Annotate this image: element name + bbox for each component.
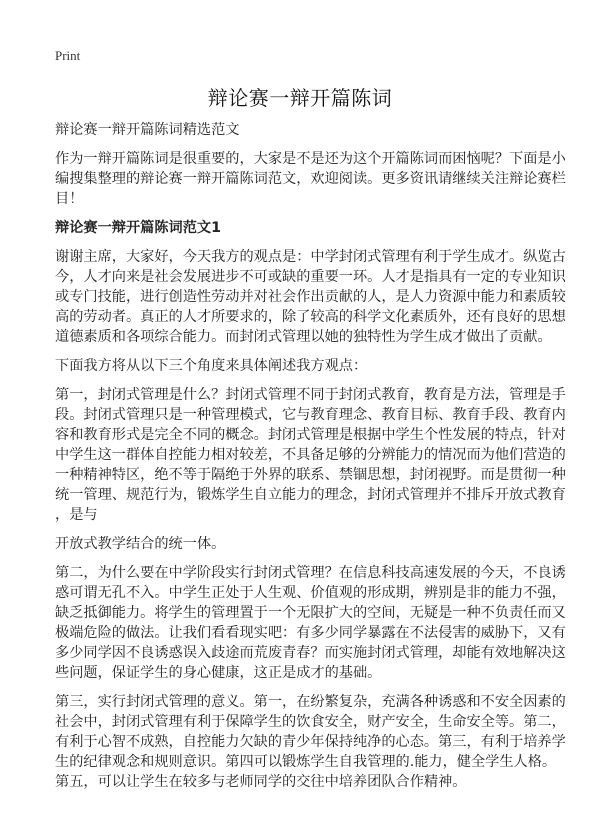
paragraph (55, 534, 585, 554)
text-line: 作为一辩开篇陈词是很重要的，大家是不是还为这个开篇陈词而困恼呢？下面是小 (55, 151, 566, 167)
text-line: 段。封闭式管理只是一种管理模式，它与教育理念、教育目标、教育手段、教育内 (55, 407, 566, 423)
text-line: 极端危险的做法。让我们看看现实吧：有多少同学暴露在不法侵害的威胁下，又有 (55, 625, 566, 641)
text-line: 多少同学因不良诱惑误入歧途而荒废青春？而实施封闭式管理，却能有效地解决这 (55, 645, 566, 661)
text-line: 目！ (55, 191, 84, 207)
text-line: 开放式教学结合的统一体。 (55, 536, 226, 552)
text-line: 编搜集整理的辩论赛一辩开篇陈词范文，欢迎阅读。更多资讯请继续关注辩论赛栏 (55, 171, 566, 187)
paragraph (55, 356, 585, 376)
paragraph (55, 563, 585, 683)
subtitle: 辩论赛一辩开篇陈词精选范文 (55, 122, 240, 138)
print-link[interactable]: Print (55, 48, 81, 63)
text-line: 第三，实行封闭式管理的意义。第一，在纷繁复杂，充满各种诱惑和不安全因素的 (55, 694, 566, 710)
text-line: 些问题，保证学生的身心健康，这正是成才的基础。 (55, 665, 382, 681)
text-line: 谢谢主席，大家好，今天我方的观点是：中学封闭式管理有利于学生成才。纵览古 (55, 249, 566, 265)
text-line: 有利于心智不成熟，自控能力欠缺的青少年保持纯净的心态。第三，有利于培养学 (55, 734, 566, 750)
text-line: 或专门技能，进行创造性劳动并对社会作出贡献的人，是人力资源中能力和素质较 (55, 289, 566, 305)
text-line: 一种精神特区，绝不等于隔绝于外界的联系、禁锢思想，封闭视野。而是贯彻一种 (55, 467, 566, 483)
text-line: ，是与 (55, 507, 98, 523)
text-line: 高的劳动者。真正的人才所要求的，除了较高的科学文化素质外，还有良好的思想 (55, 309, 566, 325)
text-line: 道德素质和各项综合能力。而封闭式管理以她的独特性为学生成才做出了贡献。 (55, 329, 552, 345)
paragraph (55, 247, 585, 347)
text-line: 今，人才向来是社会发展进步不可或缺的重要一环。人才是指具有一定的专业知识 (55, 269, 566, 285)
paragraph (55, 385, 585, 525)
intro-paragraph (55, 149, 585, 209)
section-heading: 辩论赛一辩开篇陈词范文1 (55, 220, 221, 236)
text-line: 第一，封闭式管理是什么？封闭式管理不同于封闭式教育，教育是方法，管理是手 (55, 387, 566, 403)
text-line: 第五，可以让学生在较多与老师同学的交往中培养团队合作精神。 (55, 774, 467, 790)
paragraph (55, 692, 585, 792)
page-title: 辩论赛一辩开篇陈词 (207, 86, 393, 110)
text-line: 惑可谓无孔不入。中学生正处于人生观、价值观的形成期，辨别是非的能力不强， (55, 585, 566, 601)
text-line: 社会中，封闭式管理有利于保障学生的饮食安全，财产安全，生命安全等。第二， (55, 714, 566, 730)
text-line: 容和教育形式是完全不同的概念。封闭式管理是根据中学生个性发展的特点，针对 (55, 427, 566, 443)
text-line: 生的纪律观念和规则意识。第四可以锻炼学生自我管理的.能力，健全学生人格。 (55, 754, 557, 770)
text-line: 缺乏抵御能力。将学生的管理置于一个无限扩大的空间，无疑是一种不负责任而又 (55, 605, 566, 621)
text-line: 第二，为什么要在中学阶段实行封闭式管理？在信息科技高速发展的今天，不良诱 (55, 565, 566, 581)
text-line: 统一管理、规范行为，锻炼学生自立能力的理念，封闭式管理并不排斥开放式教育 (55, 487, 566, 503)
document-body (55, 120, 585, 801)
text-line: 中学生这一群体自控能力相对较差，不具备足够的分辨能力的情况而为他们营造的 (55, 447, 566, 463)
text-line: 下面我方将从以下三个角度来具体阐述我方观点： (55, 358, 368, 374)
